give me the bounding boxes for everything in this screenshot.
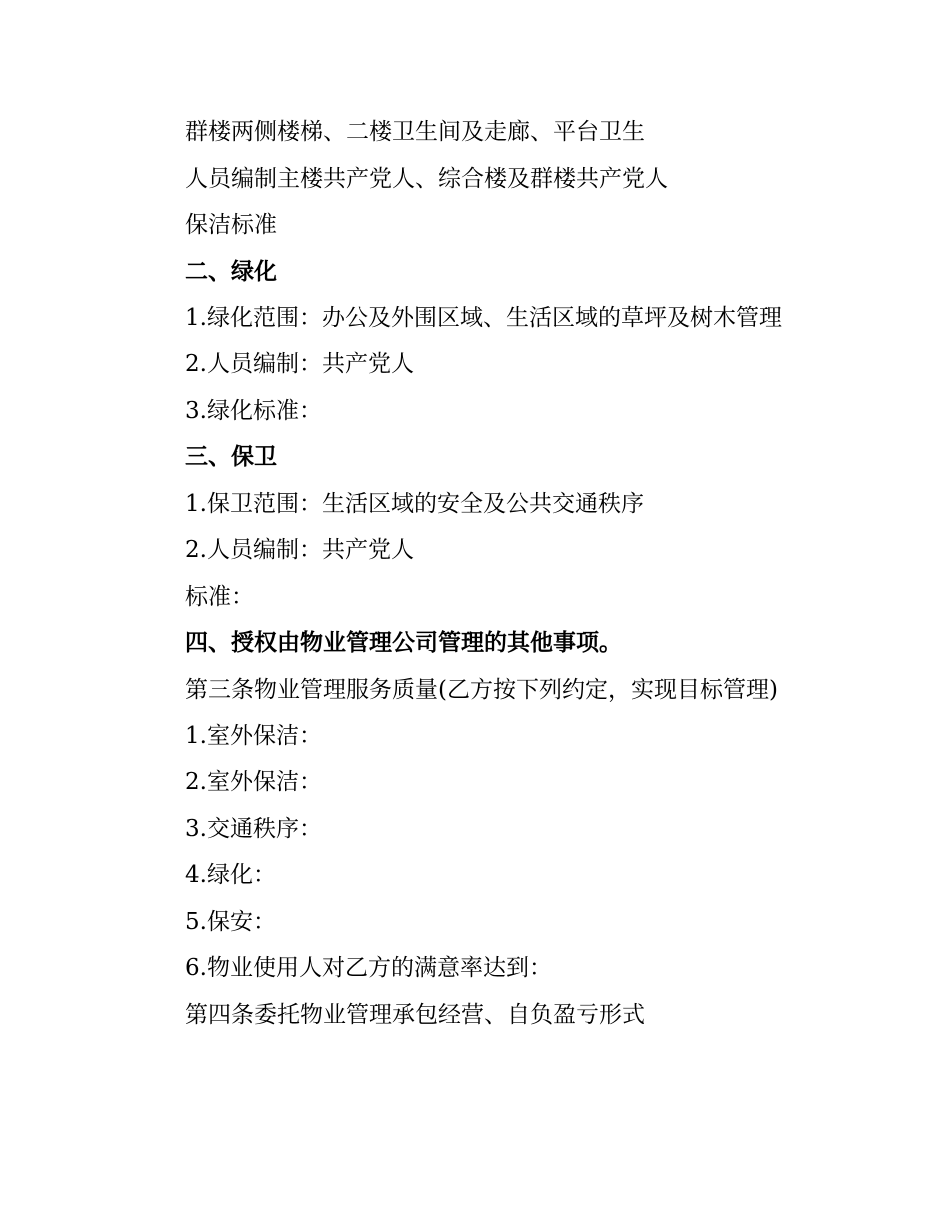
paragraph-cleaning-standard: 保洁标准 [185, 212, 277, 238]
list-item-greening: 4.绿化： [185, 862, 276, 888]
paragraph-security-staffing: 2.人员编制：共产党人 [185, 537, 414, 563]
paragraph-article-3-quality: 第三条物业管理服务质量(乙方按下列约定，实现目标管理) [185, 676, 778, 703]
list-item-outdoor-cleaning-2: 2.室外保洁： [185, 769, 322, 795]
paragraph-security-scope: 1.保卫范围：生活区域的安全及公共交通秩序 [185, 490, 644, 517]
paragraph-stairs-cleaning: 群楼两侧楼梯、二楼卫生间及走廊、平台卫生 [185, 119, 645, 145]
section-heading-other-matters: 四、授权由物业管理公司管理的其他事项。 [185, 629, 622, 656]
section-heading-greening: 二、绿化 [185, 257, 277, 285]
list-item-outdoor-cleaning-1: 1.室外保洁： [185, 722, 322, 749]
paragraph-article-4-contracting: 第四条委托物业管理承包经营、自负盈亏形式 [185, 1001, 645, 1028]
paragraph-greening-staffing: 2.人员编制：共产党人 [185, 351, 414, 377]
paragraph-staffing-cleaning: 人员编制主楼共产党人、综合楼及群楼共产党人 [185, 165, 668, 192]
paragraph-greening-standard: 3.绿化标准： [185, 397, 322, 424]
section-heading-security: 三、保卫 [185, 443, 277, 470]
paragraph-security-standard: 标准： [185, 583, 254, 610]
paragraph-greening-scope: 1.绿化范围：办公及外围区域、生活区域的草坪及树木管理 [185, 305, 782, 331]
list-item-satisfaction-rate: 6.物业使用人对乙方的满意率达到： [185, 955, 552, 981]
list-item-traffic-order: 3.交通秩序： [185, 815, 322, 842]
list-item-security-guard: 5.保安： [185, 908, 276, 935]
